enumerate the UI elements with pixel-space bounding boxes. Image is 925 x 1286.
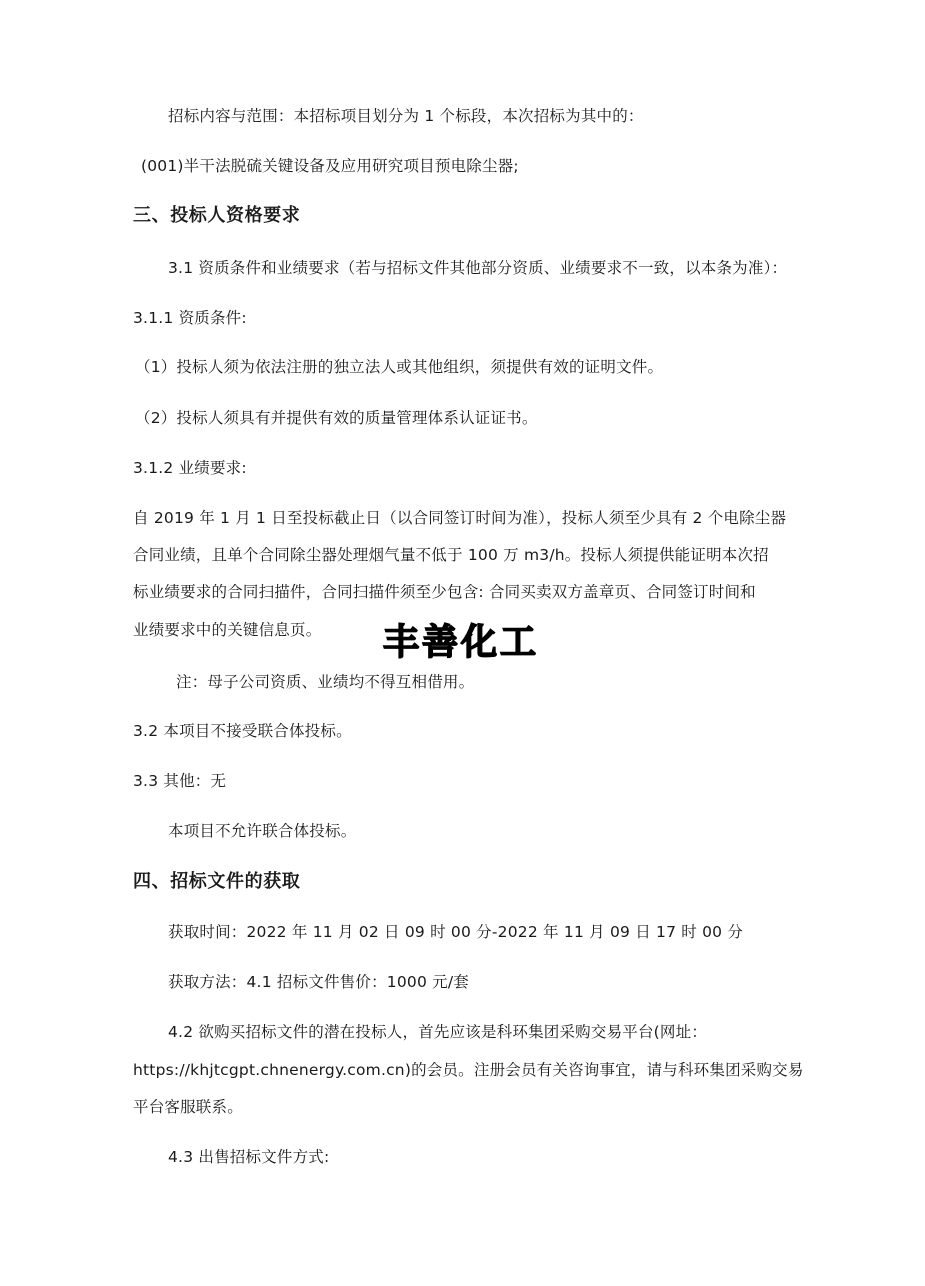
clause-3-2: 3.2 本项目不接受联合体投标。 — [133, 722, 352, 740]
condition-1: （1）投标人须为依法注册的独立法人或其他组织，须提供有效的证明文件。 — [135, 358, 664, 376]
performance-text-4: 业绩要求中的关键信息页。 — [133, 621, 322, 639]
note-line: 注：母子公司资质、业绩均不得互相借用。 — [176, 673, 475, 691]
performance-text-2: 合同业绩，且单个合同除尘器处理烟气量不低于 100 万 m3/h。投标人须提供能证明本次招 — [133, 546, 769, 564]
clause-3-3: 3.3 其他：无 — [133, 772, 227, 790]
performance-text-3: 标业绩要求的合同扫描件，合同扫描件须至少包含: 合同买卖双方盖章页、合同签订时间和 — [133, 583, 756, 601]
sale-method-title: 4.3 出售招标文件方式: — [168, 1148, 330, 1166]
qualification-conditions-title: 3.1.1 资质条件: — [133, 309, 247, 327]
purchase-text-2: https://khjtcgpt.chnenergy.com.cn)的会员。注册会员有关咨询事宜，请与科环集团采购交易 — [133, 1061, 804, 1079]
consortium-line: 本项目不允许联合体投标。 — [168, 822, 357, 840]
watermark-logo: 丰善化工 — [383, 622, 540, 663]
qualification-intro: 3.1 资质条件和业绩要求（若与招标文件其他部分资质、业绩要求不一致，以本条为准）： — [168, 259, 788, 277]
performance-title: 3.1.2 业绩要求: — [133, 459, 247, 477]
purchase-text-3: 平台客服联系。 — [133, 1098, 243, 1116]
condition-2: （2）投标人须具有并提供有效的质量管理体系认证证书。 — [135, 409, 538, 427]
acquisition-time: 获取时间：2022 年 11 月 02 日 09 时 00 分-2022 年 11 月 09 日 17 时 00 分 — [168, 923, 744, 941]
lot-line: (001)半干法脱硫关键设备及应用研究项目预电除尘器; — [141, 157, 519, 175]
performance-text-1: 自 2019 年 1 月 1 日至投标截止日（以合同签订时间为准），投标人须至少具有 2 个电除尘器 — [133, 509, 787, 527]
purchase-text-1: 4.2 欲购买招标文件的潜在投标人，首先应该是科环集团采购交易平台(网址： — [168, 1023, 708, 1041]
scope-line: 招标内容与范围：本招标项目划分为 1 个标段，本次招标为其中的： — [168, 107, 644, 125]
acquisition-method: 获取方法：4.1 招标文件售价：1000 元/套 — [168, 973, 469, 991]
section-3-heading: 三、投标人资格要求 — [133, 205, 301, 226]
section-4-heading: 四、招标文件的获取 — [133, 871, 301, 892]
